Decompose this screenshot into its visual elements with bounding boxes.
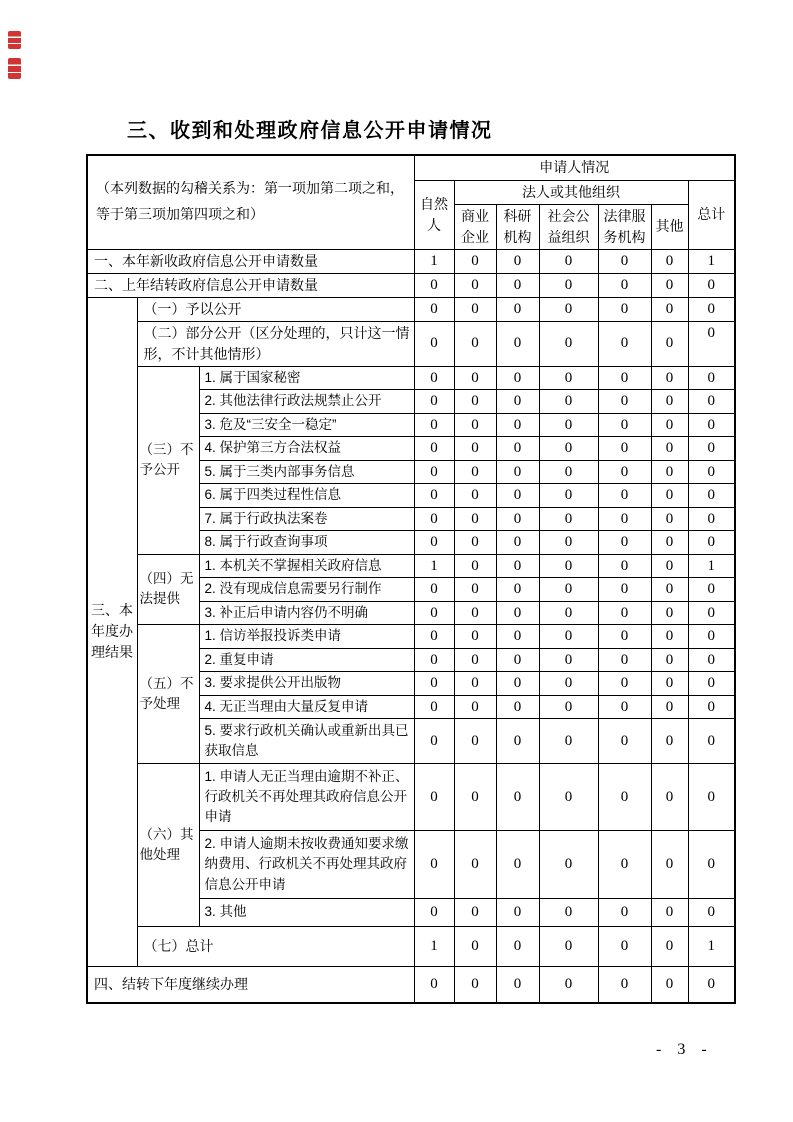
- value-cell: 0: [496, 321, 539, 366]
- value-cell: 0: [414, 764, 454, 831]
- value-cell: 0: [598, 648, 651, 672]
- table-row: [87, 297, 735, 321]
- value-cell: 0: [688, 601, 735, 625]
- group-label-other-handling: （六）其他处理: [137, 764, 199, 927]
- value-cell: 0: [539, 437, 598, 461]
- value-cell: 0: [454, 719, 496, 764]
- value-cell: 0: [598, 625, 651, 649]
- value-cell: 0: [539, 460, 598, 484]
- value-cell: 0: [539, 554, 598, 578]
- value-cell: 0: [598, 484, 651, 508]
- value-cell: 0: [414, 273, 454, 297]
- value-cell: 0: [414, 625, 454, 649]
- value-cell: 0: [539, 831, 598, 899]
- value-cell: 0: [651, 273, 688, 297]
- value-cell: 0: [598, 967, 651, 1003]
- value-cell: 0: [454, 648, 496, 672]
- value-cell: 0: [414, 967, 454, 1003]
- value-cell: 0: [496, 764, 539, 831]
- value-cell: 0: [454, 297, 496, 321]
- red-annotation-mark: [8, 58, 21, 79]
- value-cell: 0: [496, 249, 539, 273]
- value-cell: 0: [598, 719, 651, 764]
- value-cell: 0: [688, 413, 735, 437]
- value-cell: 0: [651, 764, 688, 831]
- value-cell: 1: [688, 249, 735, 273]
- value-cell: 0: [598, 413, 651, 437]
- table-row: [87, 366, 735, 390]
- section-title: 三、收到和处理政府信息公开申请情况: [127, 120, 493, 142]
- group-label-partially-granted: （二）部分公开（区分处理的，只计这一情形，不计其他情形）: [137, 321, 414, 366]
- value-cell: 0: [688, 719, 735, 764]
- value-cell: 0: [651, 366, 688, 390]
- item-label: 3. 危及“三安全一稳定”: [199, 413, 414, 437]
- value-cell: 0: [496, 672, 539, 696]
- value-cell: 0: [539, 507, 598, 531]
- value-cell: 0: [454, 366, 496, 390]
- header-commercial-enterprise: 商业企业: [454, 204, 496, 249]
- value-cell: 0: [539, 625, 598, 649]
- header-legal-service-org: 法律服务机构: [598, 204, 651, 249]
- value-cell: 0: [651, 531, 688, 555]
- note-cell: （本列数据的勾稽关系为：第一项加第二项之和，等于第三项加第四项之和）: [87, 155, 414, 249]
- value-cell: 0: [496, 899, 539, 927]
- table-row: [87, 273, 735, 297]
- page-number: - 3 -: [656, 1041, 710, 1058]
- value-cell: 0: [539, 695, 598, 719]
- value-cell: 0: [688, 531, 735, 555]
- value-cell: 0: [688, 764, 735, 831]
- value-cell: 0: [688, 578, 735, 602]
- value-cell: 0: [539, 601, 598, 625]
- value-cell: 0: [598, 764, 651, 831]
- item-label: 6. 属于四类过程性信息: [199, 484, 414, 508]
- value-cell: 0: [539, 899, 598, 927]
- value-cell: 0: [454, 764, 496, 831]
- header-research-institution: 科研机构: [496, 204, 539, 249]
- table-row: [87, 927, 735, 967]
- item-label: 2. 没有现成信息需要另行制作: [199, 578, 414, 602]
- value-cell: 0: [651, 297, 688, 321]
- item-label: 1. 本机关不掌握相关政府信息: [199, 554, 414, 578]
- value-cell: 0: [496, 831, 539, 899]
- value-cell: 0: [454, 672, 496, 696]
- value-cell: 0: [598, 831, 651, 899]
- value-cell: 0: [454, 554, 496, 578]
- header-natural-person: 自然人: [414, 180, 454, 249]
- value-cell: 0: [688, 648, 735, 672]
- value-cell: 0: [688, 967, 735, 1003]
- value-cell: 0: [688, 831, 735, 899]
- value-cell: 0: [496, 601, 539, 625]
- value-cell: 0: [414, 297, 454, 321]
- value-cell: 0: [651, 437, 688, 461]
- value-cell: 0: [598, 695, 651, 719]
- value-cell: 0: [496, 927, 539, 967]
- item-label: 3. 要求提供公开出版物: [199, 672, 414, 696]
- value-cell: 0: [651, 321, 688, 366]
- value-cell: 0: [496, 554, 539, 578]
- value-cell: 0: [688, 390, 735, 414]
- value-cell: 0: [651, 927, 688, 967]
- value-cell: 0: [496, 273, 539, 297]
- value-cell: 0: [539, 531, 598, 555]
- value-cell: 0: [539, 719, 598, 764]
- value-cell: 0: [688, 625, 735, 649]
- value-cell: 0: [414, 831, 454, 899]
- value-cell: 0: [598, 531, 651, 555]
- value-cell: 0: [539, 484, 598, 508]
- header-legal-org: 法人或其他组织: [454, 180, 688, 204]
- value-cell: 0: [651, 672, 688, 696]
- value-cell: 0: [414, 437, 454, 461]
- value-cell: 0: [414, 460, 454, 484]
- value-cell: 0: [496, 578, 539, 602]
- value-cell: 0: [651, 484, 688, 508]
- value-cell: 0: [688, 484, 735, 508]
- value-cell: 0: [651, 390, 688, 414]
- value-cell: 0: [688, 460, 735, 484]
- value-cell: 0: [454, 625, 496, 649]
- value-cell: 0: [539, 273, 598, 297]
- value-cell: 0: [414, 601, 454, 625]
- value-cell: 0: [496, 366, 539, 390]
- value-cell: 0: [414, 390, 454, 414]
- value-cell: 0: [688, 695, 735, 719]
- value-cell: 0: [496, 967, 539, 1003]
- red-annotation-mark: [8, 31, 21, 49]
- value-cell: 0: [496, 297, 539, 321]
- value-cell: 0: [454, 927, 496, 967]
- value-cell: 0: [454, 249, 496, 273]
- header-other: 其他: [651, 204, 688, 249]
- value-cell: 0: [688, 366, 735, 390]
- value-cell: 0: [598, 273, 651, 297]
- item-label: 1. 信访举报投诉类申请: [199, 625, 414, 649]
- value-cell: 0: [454, 390, 496, 414]
- value-cell: 0: [454, 437, 496, 461]
- value-cell: 0: [651, 625, 688, 649]
- table-row: [87, 321, 735, 366]
- value-cell: 0: [414, 321, 454, 366]
- item-label: 5. 要求行政机关确认或重新出具已获取信息: [199, 719, 414, 764]
- table-row: [87, 249, 735, 273]
- item-label: 3. 其他: [199, 899, 414, 927]
- value-cell: 0: [414, 484, 454, 508]
- application-stats-table: [86, 154, 736, 1004]
- group-label-not-processed: （五）不予处理: [137, 625, 199, 764]
- value-cell: 0: [688, 273, 735, 297]
- value-cell: 0: [651, 601, 688, 625]
- value-cell: 0: [688, 899, 735, 927]
- value-cell: 0: [688, 321, 735, 366]
- value-cell: 0: [539, 764, 598, 831]
- group-label-granted: （一）予以公开: [137, 297, 414, 321]
- value-cell: 0: [539, 366, 598, 390]
- value-cell: 0: [651, 578, 688, 602]
- value-cell: 0: [496, 648, 539, 672]
- header-applicant-situation: 申请人情况: [414, 155, 735, 180]
- value-cell: 0: [539, 578, 598, 602]
- item-label: 4. 无正当理由大量反复申请: [199, 695, 414, 719]
- row-label-yearly-results: 三、本年度办理结果: [87, 297, 137, 967]
- value-cell: 0: [651, 695, 688, 719]
- value-cell: 0: [496, 390, 539, 414]
- value-cell: 0: [454, 507, 496, 531]
- value-cell: 0: [539, 390, 598, 414]
- value-cell: 0: [496, 531, 539, 555]
- value-cell: 0: [539, 927, 598, 967]
- value-cell: 0: [454, 413, 496, 437]
- value-cell: 0: [598, 507, 651, 531]
- item-label: 2. 其他法律行政法规禁止公开: [199, 390, 414, 414]
- row-label-carry-to-next-year: 四、结转下年度继续办理: [87, 967, 414, 1003]
- value-cell: 0: [454, 578, 496, 602]
- item-label: 2. 重复申请: [199, 648, 414, 672]
- value-cell: 0: [651, 507, 688, 531]
- value-cell: 0: [496, 507, 539, 531]
- value-cell: 0: [414, 672, 454, 696]
- value-cell: 0: [598, 321, 651, 366]
- value-cell: 0: [414, 507, 454, 531]
- value-cell: 1: [688, 554, 735, 578]
- value-cell: 0: [496, 625, 539, 649]
- item-label: 7. 属于行政执法案卷: [199, 507, 414, 531]
- value-cell: 0: [688, 507, 735, 531]
- value-cell: 0: [454, 460, 496, 484]
- value-cell: 0: [598, 554, 651, 578]
- value-cell: 0: [414, 648, 454, 672]
- value-cell: 0: [454, 967, 496, 1003]
- value-cell: 0: [454, 601, 496, 625]
- item-label: 1. 申请人无正当理由逾期不补正、行政机关不再处理其政府信息公开申请: [199, 764, 414, 831]
- value-cell: 0: [598, 578, 651, 602]
- item-label: 2. 申请人逾期未按收费通知要求缴纳费用、行政机关不再处理其政府信息公开申请: [199, 831, 414, 899]
- value-cell: 0: [414, 719, 454, 764]
- value-cell: 0: [688, 437, 735, 461]
- value-cell: 0: [598, 899, 651, 927]
- table-row: [87, 554, 735, 578]
- value-cell: 0: [651, 899, 688, 927]
- value-cell: 0: [539, 967, 598, 1003]
- group-label-refused: （三）不予公开: [137, 366, 199, 554]
- item-label: 4. 保护第三方合法权益: [199, 437, 414, 461]
- item-label: 8. 属于行政查询事项: [199, 531, 414, 555]
- value-cell: 0: [651, 460, 688, 484]
- header-total: 总计: [688, 180, 735, 249]
- item-label: 1. 属于国家秘密: [199, 366, 414, 390]
- value-cell: 0: [414, 413, 454, 437]
- value-cell: 0: [454, 831, 496, 899]
- value-cell: 1: [688, 927, 735, 967]
- value-cell: 0: [454, 321, 496, 366]
- value-cell: 0: [496, 460, 539, 484]
- value-cell: 0: [651, 249, 688, 273]
- value-cell: 0: [598, 366, 651, 390]
- value-cell: 0: [651, 554, 688, 578]
- value-cell: 0: [651, 413, 688, 437]
- value-cell: 0: [454, 899, 496, 927]
- value-cell: 0: [496, 413, 539, 437]
- value-cell: 0: [496, 437, 539, 461]
- value-cell: 0: [598, 601, 651, 625]
- value-cell: 0: [539, 648, 598, 672]
- value-cell: 0: [598, 249, 651, 273]
- row-label-carryover-applications: 二、上年结转政府信息公开申请数量: [87, 273, 414, 297]
- value-cell: 0: [598, 390, 651, 414]
- group-label-unable-to-provide: （四）无法提供: [137, 554, 199, 625]
- value-cell: 0: [539, 297, 598, 321]
- value-cell: 0: [688, 297, 735, 321]
- item-label: 3. 补正后申请内容仍不明确: [199, 601, 414, 625]
- value-cell: 0: [414, 695, 454, 719]
- group-label-total: （七）总计: [137, 927, 414, 967]
- value-cell: 0: [454, 531, 496, 555]
- value-cell: 0: [598, 672, 651, 696]
- value-cell: 0: [539, 321, 598, 366]
- value-cell: 0: [598, 927, 651, 967]
- table-row: [87, 764, 735, 831]
- value-cell: 0: [496, 695, 539, 719]
- value-cell: 0: [651, 967, 688, 1003]
- value-cell: 0: [496, 719, 539, 764]
- value-cell: 0: [598, 297, 651, 321]
- value-cell: 1: [414, 927, 454, 967]
- item-label: 5. 属于三类内部事务信息: [199, 460, 414, 484]
- table-row: [87, 967, 735, 1003]
- header-public-welfare-org: 社会公益组织: [539, 204, 598, 249]
- value-cell: 0: [454, 273, 496, 297]
- value-cell: 0: [414, 899, 454, 927]
- value-cell: 0: [414, 531, 454, 555]
- value-cell: 0: [414, 578, 454, 602]
- row-label-new-applications: 一、本年新收政府信息公开申请数量: [87, 249, 414, 273]
- value-cell: 0: [598, 437, 651, 461]
- value-cell: 0: [454, 695, 496, 719]
- value-cell: 0: [598, 460, 651, 484]
- value-cell: 0: [539, 249, 598, 273]
- value-cell: 0: [454, 484, 496, 508]
- value-cell: 1: [414, 554, 454, 578]
- table-row: [87, 625, 735, 649]
- value-cell: 0: [651, 831, 688, 899]
- value-cell: 1: [414, 249, 454, 273]
- value-cell: 0: [539, 672, 598, 696]
- value-cell: 0: [688, 672, 735, 696]
- value-cell: 0: [651, 719, 688, 764]
- value-cell: 0: [539, 413, 598, 437]
- value-cell: 0: [496, 484, 539, 508]
- value-cell: 0: [414, 366, 454, 390]
- value-cell: 0: [651, 648, 688, 672]
